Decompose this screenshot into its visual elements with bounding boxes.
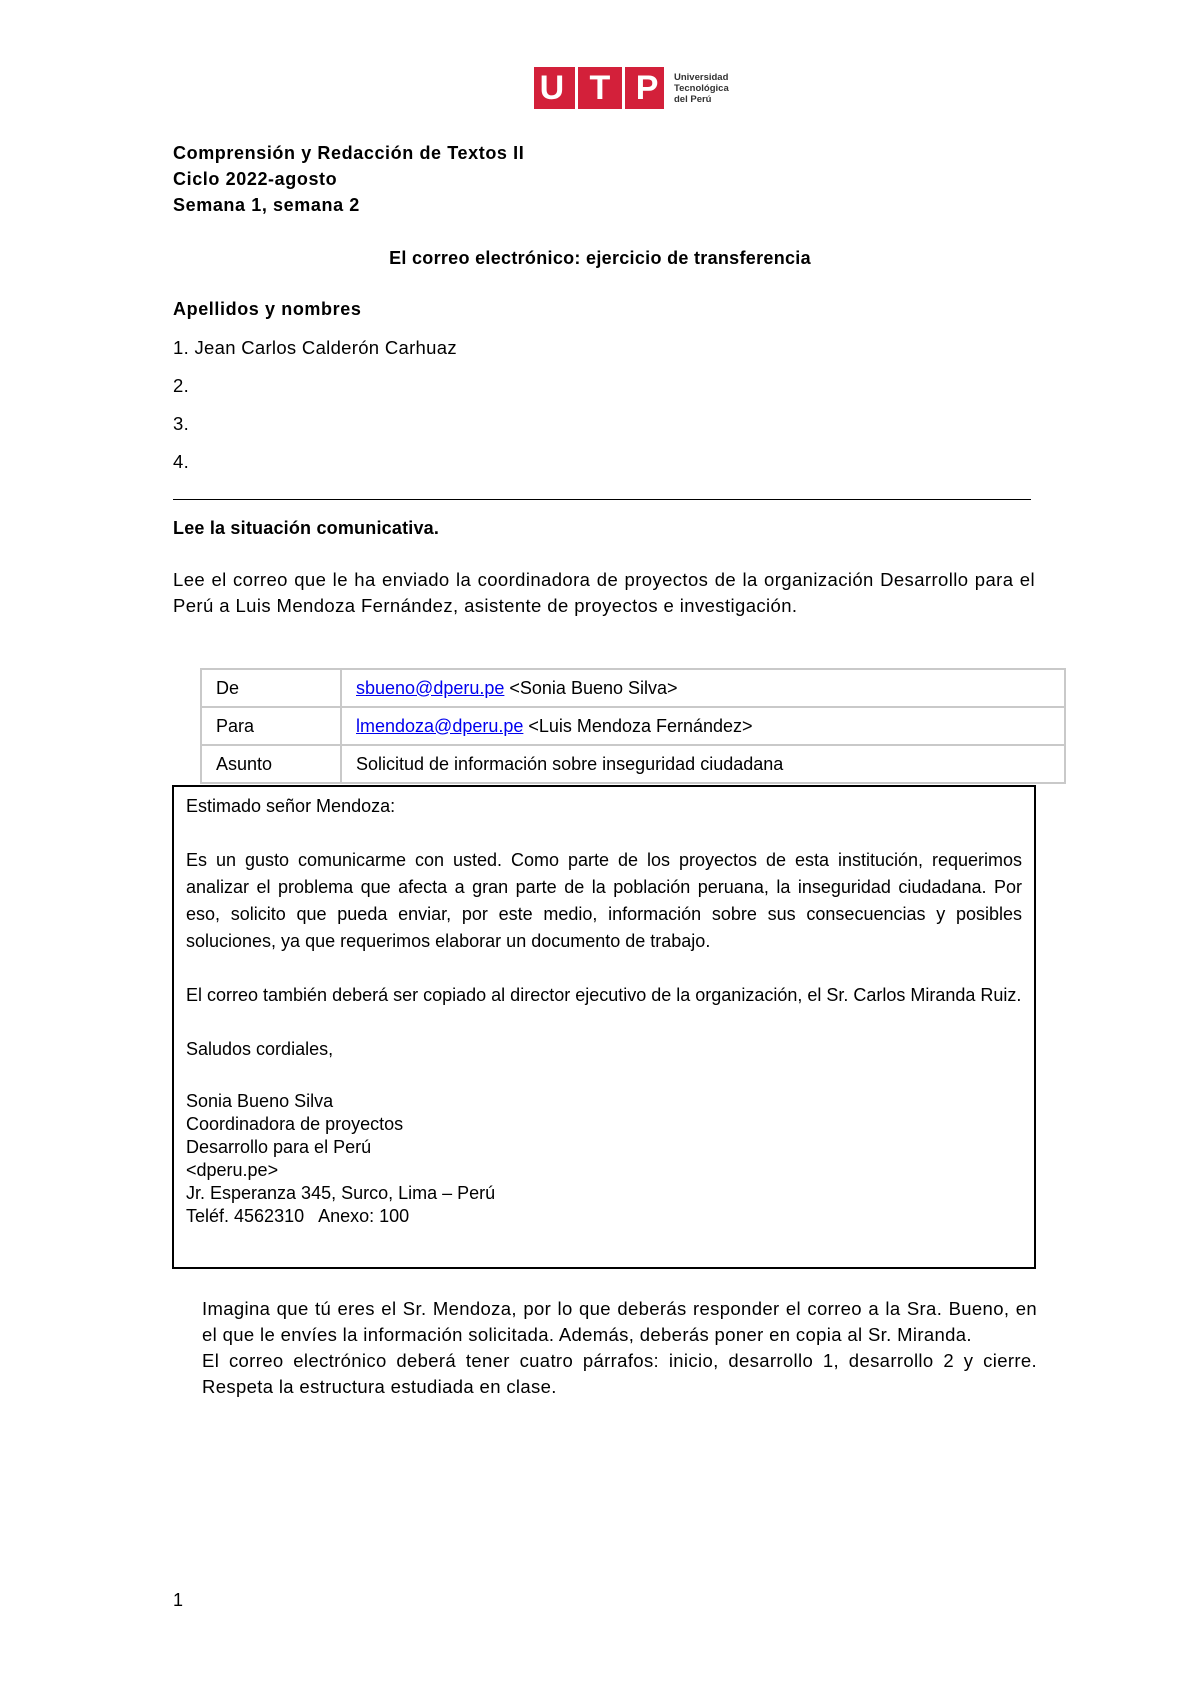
email-greeting: Estimado señor Mendoza:	[186, 796, 396, 816]
logo-wordmark: Universidad Tecnológica del Perú	[674, 71, 729, 105]
from-email-link[interactable]: sbueno@dperu.pe	[356, 677, 505, 698]
situation-heading: Lee la situación comunicativa.	[173, 518, 440, 538]
name-item-2: 2.	[173, 375, 190, 396]
utp-logo-mark	[534, 67, 664, 109]
logo-letter-p: P	[635, 69, 659, 107]
email-header-table	[200, 668, 1066, 784]
email-to-row	[201, 707, 1065, 745]
to-name: <Luis Mendoza Fernández>	[523, 715, 753, 736]
subject-value: Solicitud de información sobre inseguridad ciudadana	[341, 745, 1065, 783]
instruction-2: El correo electrónico deberá tener cuatro párrafos: inicio, desarrollo 1, desarrollo 2 y cierre. Respeta la estructura estudiada en clase.	[202, 1350, 1037, 1397]
logo-letter-t: T	[589, 69, 611, 107]
email-subject-row	[201, 745, 1065, 783]
subject-label: Asunto	[201, 745, 341, 783]
signature-phone: Teléf. 4562310 Anexo: 100	[186, 1206, 410, 1226]
email-paragraph-1: Es un gusto comunicarme con usted. Como parte de los proyectos de esta institución, requerimos analizar el problema que afecta a gran parte de la población peruana, la inseguridad ciudadana. Por eso, solicito que pueda enviar, por este medio, información sobre sus consecuencias y posibles soluciones, ya que requerimos elaborar un documento de trabajo.	[186, 850, 1022, 951]
name-item-4: 4.	[173, 451, 190, 472]
cycle: Ciclo 2022-agosto	[173, 169, 338, 189]
email-from-row	[201, 669, 1065, 707]
instructions	[202, 1296, 1037, 1400]
signature-name: Sonia Bueno Silva	[186, 1091, 334, 1111]
utp-logo	[534, 67, 729, 109]
signature-role: Coordinadora de proyectos	[186, 1114, 404, 1134]
week: Semana 1, semana 2	[173, 195, 360, 215]
email-closing: Saludos cordiales,	[186, 1039, 334, 1059]
signature-org: Desarrollo para el Perú	[186, 1137, 372, 1157]
signature-address: Jr. Esperanza 345, Surco, Lima – Perú	[186, 1183, 496, 1203]
signature-domain: <dperu.pe>	[186, 1160, 279, 1180]
names-label: Apellidos y nombres	[173, 299, 362, 319]
email-signature	[186, 1090, 1022, 1228]
email-paragraph-2: El correo también deberá ser copiado al director ejecutivo de la organización, el Sr. Carlos Miranda Ruiz.	[186, 985, 1022, 1005]
from-name: <Sonia Bueno Silva>	[504, 677, 678, 698]
name-item-3: 3.	[173, 413, 190, 434]
name-item-1: 1. Jean Carlos Calderón Carhuaz	[173, 337, 457, 358]
course-name: Comprensión y Redacción de Textos II	[173, 143, 525, 163]
instruction-1: Imagina que tú eres el Sr. Mendoza, por lo que deberás responder el correo a la Sra. Bueno, en el que le envíes la información solicitada. Además, deberás poner en copia al Sr. Miranda.	[202, 1298, 1037, 1345]
email-body	[172, 785, 1036, 1269]
divider-line	[173, 499, 1031, 500]
to-email-link[interactable]: lmendoza@dperu.pe	[356, 715, 524, 736]
intro-paragraph: Lee el correo que le ha enviado la coordinadora de proyectos de la organización Desarrollo para el Perú a Luis Mendoza Fernández, asistente de proyectos e investigación.	[173, 569, 1035, 616]
from-label: De	[201, 669, 341, 707]
logo-letter-u: U	[539, 69, 565, 107]
to-label: Para	[201, 707, 341, 745]
page-number: 1	[173, 1590, 184, 1610]
document-title: El correo electrónico: ejercicio de transferencia	[389, 248, 811, 268]
